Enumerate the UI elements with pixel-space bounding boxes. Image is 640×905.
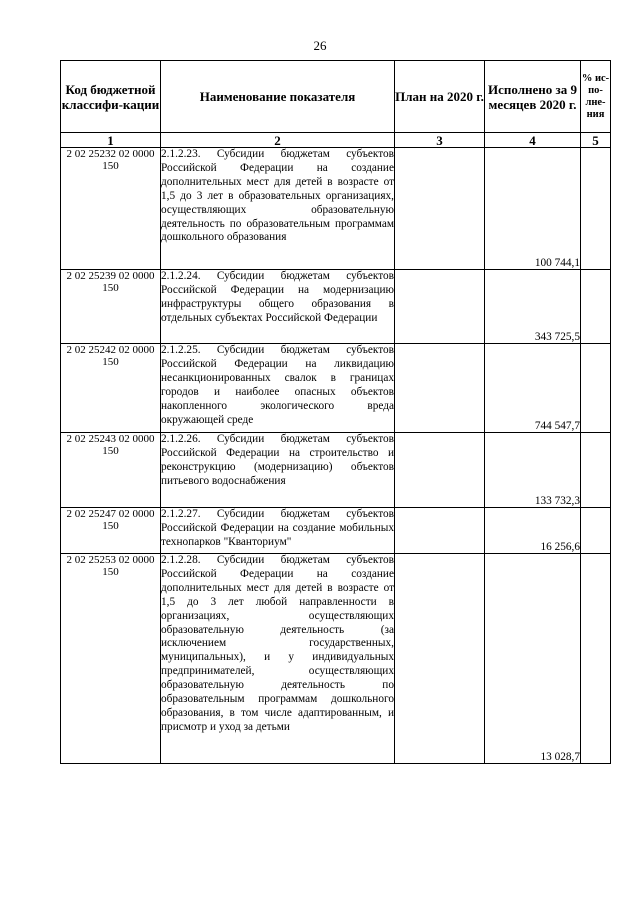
plan-value — [395, 554, 485, 764]
page-number: 26 — [313, 38, 327, 53]
column-number: 5 — [581, 133, 611, 148]
plan-value — [395, 148, 485, 270]
budget-code: 2 02 25239 02 0000 150 — [61, 270, 161, 344]
indicator-name-text: 2.1.2.26. Субсидии бюджетам субъектов Российской Федерации на строительство и реконструкцию (модернизацию) объектов питьевого водоснабжения — [161, 433, 394, 487]
indicator-name — [161, 344, 395, 433]
percent-value — [581, 344, 611, 433]
column-number: 4 — [485, 133, 581, 148]
indicator-name — [161, 270, 395, 344]
header-percent: % ис-по-лне-ния — [581, 61, 611, 133]
executed-value: 16 256,6 — [485, 508, 581, 554]
indicator-name — [161, 508, 395, 554]
indicator-name-text: 2.1.2.24. Субсидии бюджетам субъектов Российской Федерации на модернизацию инфраструктуры общего образования в отдельных субъектах Российской Федерации — [161, 270, 394, 324]
plan-value — [395, 433, 485, 508]
header-executed: Исполнено за 9 месяцев 2020 г. — [485, 61, 581, 133]
executed-value: 343 725,5 — [485, 270, 581, 344]
column-number: 2 — [161, 133, 395, 148]
executed-value: 133 732,3 — [485, 433, 581, 508]
budget-code: 2 02 25232 02 0000 150 — [61, 148, 161, 270]
column-number-row — [61, 133, 611, 148]
header-plan: План на 2020 г. — [395, 61, 485, 133]
indicator-name-text: 2.1.2.27. Субсидии бюджетам субъектов Российской Федерации на создание мобильных технопарков "Кванториум" — [161, 508, 394, 548]
table-row — [61, 344, 611, 433]
table-row — [61, 148, 611, 270]
percent-value — [581, 554, 611, 764]
header-code: Код бюджетной классифи-кации — [61, 61, 161, 133]
plan-value — [395, 344, 485, 433]
executed-value: 13 028,7 — [485, 554, 581, 764]
header-row — [61, 61, 611, 133]
budget-code: 2 02 25253 02 0000 150 — [61, 554, 161, 764]
executed-value: 744 547,7 — [485, 344, 581, 433]
percent-value — [581, 433, 611, 508]
budget-code: 2 02 25247 02 0000 150 — [61, 508, 161, 554]
percent-value — [581, 270, 611, 344]
plan-value — [395, 508, 485, 554]
indicator-name — [161, 148, 395, 270]
indicator-name-text: 2.1.2.23. Субсидии бюджетам субъектов Российской Федерации на создание дополнительных мест для детей в возрасте от 1,5 до 3 лет в образовательных организациях, осуществляющих образовательную деятельность по образовательным программам дошкольного образования — [161, 148, 394, 244]
table-row — [61, 270, 611, 344]
table-row — [61, 554, 611, 764]
column-number: 1 — [61, 133, 161, 148]
plan-value — [395, 270, 485, 344]
column-number: 3 — [395, 133, 485, 148]
budget-code: 2 02 25242 02 0000 150 — [61, 344, 161, 433]
executed-value: 100 744,1 — [485, 148, 581, 270]
percent-value — [581, 148, 611, 270]
budget-code: 2 02 25243 02 0000 150 — [61, 433, 161, 508]
indicator-name — [161, 554, 395, 764]
budget-table — [60, 60, 611, 764]
indicator-name — [161, 433, 395, 508]
percent-value — [581, 508, 611, 554]
indicator-name-text: 2.1.2.28. Субсидии бюджетам субъектов Российской Федерации на создание дополнительных мест для детей в возрасте от 1,5 до 3 лет любой направленности в организациях, осуществляющих образовательную деятельность (за исключением государственных, муниципальных), и у индивидуальных предпринимателей, осуществляющих образовательную деятельность по образовательным программам дошкольного образования, в том числе адаптированным, и присмотр и уход за детьми — [161, 554, 394, 733]
indicator-name-text: 2.1.2.25. Субсидии бюджетам субъектов Российской Федерации на ликвидацию несанкционированных свалок в границах городов и наиболее опасных объектов накопленного экологического вреда окружающей среде — [161, 344, 394, 426]
table-row — [61, 508, 611, 554]
header-name: Наименование показателя — [161, 61, 395, 133]
table-row — [61, 433, 611, 508]
